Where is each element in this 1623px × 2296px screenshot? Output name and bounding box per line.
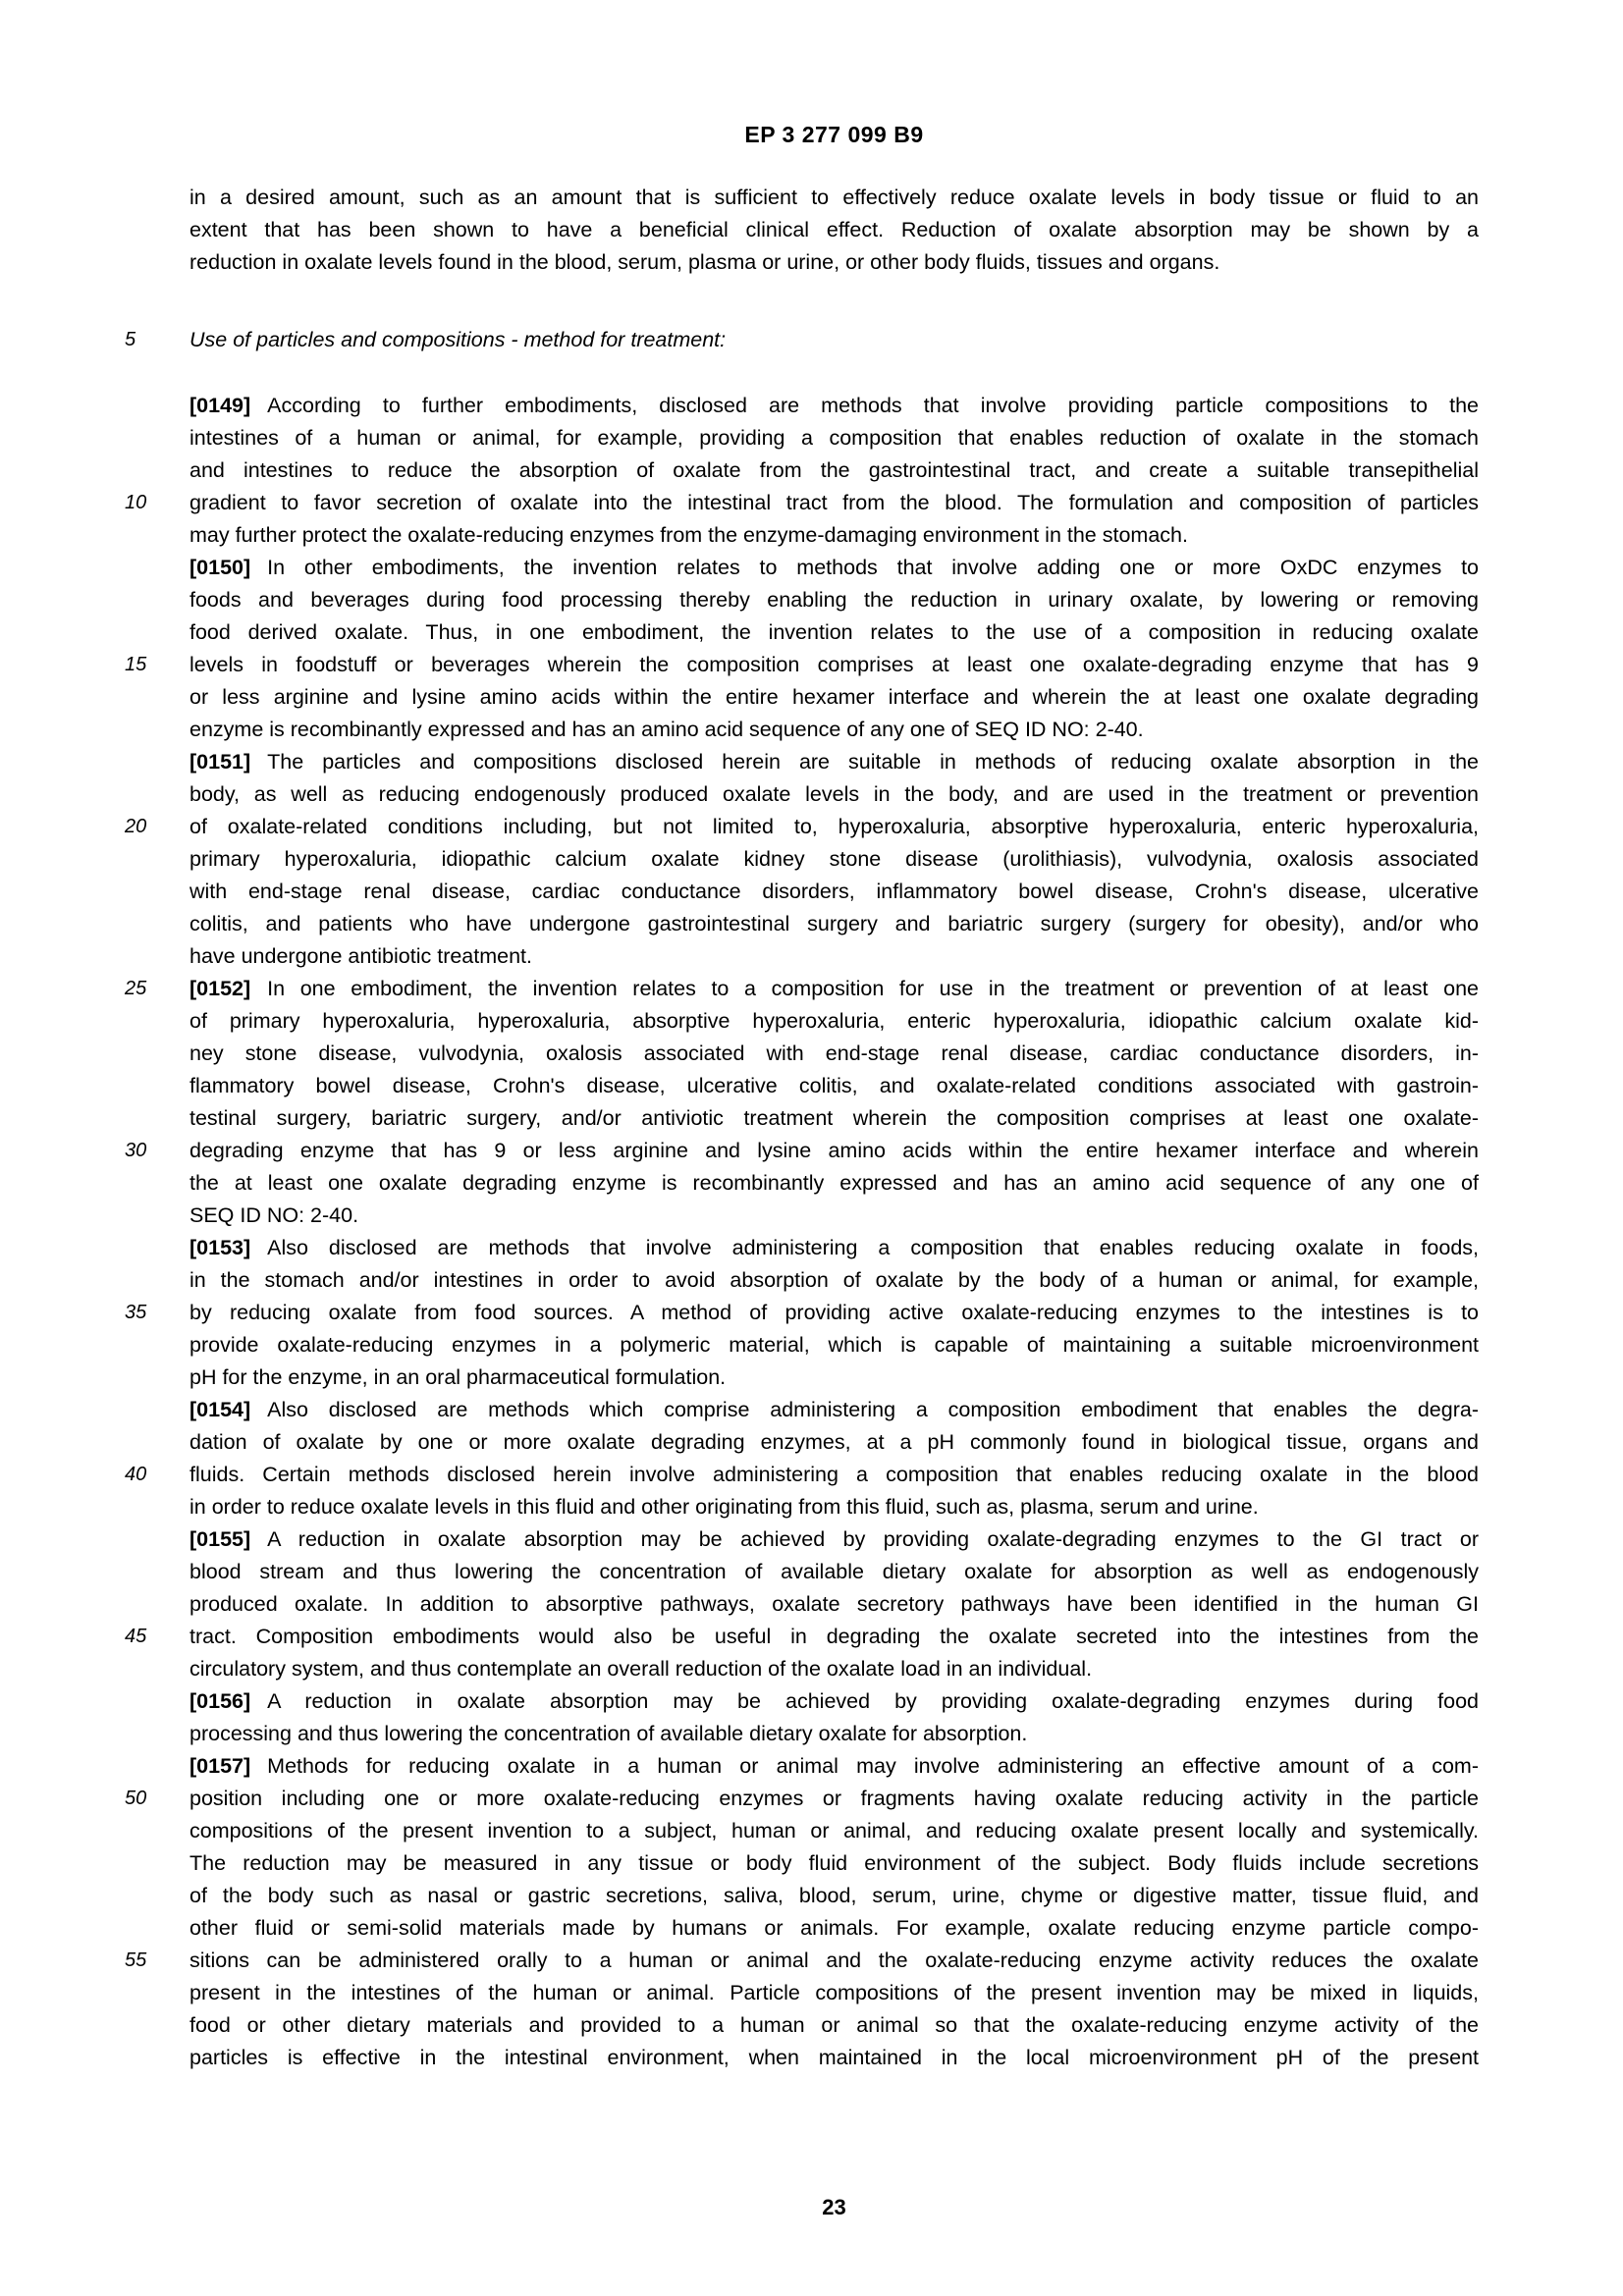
paragraph	[189, 973, 1479, 1232]
text-line: [0157] Methods for reducing oxalate in a human or animal may involve administering an effective amount of a com-	[189, 1754, 1479, 1778]
text-line: may further protect the oxalate-reducing enzymes from the enzyme-damaging environment in the stomach.	[189, 523, 1188, 547]
text-line: [0152] In one embodiment, the invention relates to a composition for use in the treatment or prevention of at least one	[189, 977, 1479, 1000]
paragraphs	[189, 390, 1479, 2074]
text-line: in the stomach and/or intestines in order to avoid absorption of oxalate by the body of a human or animal, for example,	[189, 1268, 1479, 1292]
text-line: colitis, and patients who have undergone gastrointestinal surgery and bariatric surgery (surgery for obesity), and/or who	[189, 912, 1479, 935]
text-line: other fluid or semi-solid materials made by humans or animals. For example, oxalate reducing enzyme particle compo-	[189, 1916, 1479, 1940]
text-line: [0150] In other embodiments, the invention relates to methods that involve adding one or more OxDC enzymes to	[189, 556, 1479, 579]
paragraph-number: [0154]	[189, 1398, 251, 1421]
text-line: food or other dietary materials and provided to a human or animal so that the oxalate-reducing enzyme activity of the	[189, 2013, 1479, 2037]
paragraph-number: [0156]	[189, 1689, 251, 1713]
paragraph	[189, 390, 1479, 552]
text-line: particles is effective in the intestinal environment, when maintained in the local microenvironment pH of the present	[189, 2046, 1479, 2069]
text-line: sitions can be administered orally to a human or animal and the oxalate-reducing enzyme activity reduces the oxalate	[189, 1949, 1479, 1972]
text-line: in a desired amount, such as an amount that is sufficient to effectively reduce oxalate levels in body tissue or fluid to an	[189, 186, 1479, 209]
paragraph-number: [0150]	[189, 556, 251, 579]
text-line: processing and thus lowering the concentration of available dietary oxalate for absorption.	[189, 1722, 1028, 1745]
line-number: 30	[125, 1140, 147, 1161]
text-line: degrading enzyme that has 9 or less arginine and lysine amino acids within the entire hexamer interface and wherein	[189, 1139, 1479, 1162]
text-line: The reduction may be measured in any tissue or body fluid environment of the subject. Body fluids include secretions	[189, 1851, 1479, 1875]
paragraph	[189, 1523, 1479, 1685]
line-number: 20	[125, 816, 147, 837]
text-line: pH for the enzyme, in an oral pharmaceutical formulation.	[189, 1365, 727, 1389]
text-line: flammatory bowel disease, Crohn's disease, ulcerative colitis, and oxalate-related conditions associated with gastroin-	[189, 1074, 1479, 1097]
line-number: 45	[125, 1626, 147, 1647]
text-line: and intestines to reduce the absorption of oxalate from the gastrointestinal tract, and create a suitable transepithelial	[189, 458, 1479, 482]
text-line: [0154] Also disclosed are methods which comprise administering a composition embodiment that enables the degra-	[189, 1398, 1479, 1421]
line-number: 55	[125, 1949, 147, 1971]
text-line: the at least one oxalate degrading enzyme is recombinantly expressed and has an amino acid sequence of any one of	[189, 1171, 1479, 1195]
text-line: with end-stage renal disease, cardiac conductance disorders, inflammatory bowel disease, Crohn's disease, ulcerative	[189, 880, 1479, 903]
page-number: 23	[822, 2195, 846, 2219]
text-line: of primary hyperoxaluria, hyperoxaluria, absorptive hyperoxaluria, enteric hyperoxaluria, idiopathic calcium oxalate kid-	[189, 1009, 1479, 1033]
line-number: 5	[125, 329, 136, 350]
text-line: have undergone antibiotic treatment.	[189, 944, 533, 968]
publication-number-header: EP 3 277 099 B9	[744, 122, 924, 147]
text-line: [0149] According to further embodiments, disclosed are methods that involve providing particle compositions to the	[189, 394, 1479, 417]
text-line: enzyme is recombinantly expressed and has an amino acid sequence of any one of SEQ ID NO: 2-40.	[189, 718, 1144, 741]
paragraph-number: [0152]	[189, 977, 251, 1000]
text-line: fluids. Certain methods disclosed herein involve administering a composition that enables reducing oxalate in the blood	[189, 1463, 1479, 1486]
text-line: circulatory system, and thus contemplate an overall reduction of the oxalate load in an individual.	[189, 1657, 1093, 1681]
text-line: provide oxalate-reducing enzymes in a polymeric material, which is capable of maintaining a suitable microenvironment	[189, 1333, 1479, 1357]
paragraph-number: [0149]	[189, 394, 251, 417]
text-line: [0155] A reduction in oxalate absorption may be achieved by providing oxalate-degrading enzymes to the GI tract or	[189, 1527, 1479, 1551]
text-line: blood stream and thus lowering the concentration of available dietary oxalate for absorption as well as endogenously	[189, 1560, 1479, 1583]
text-line: tract. Composition embodiments would also be useful in degrading the oxalate secreted into the intestines from the	[189, 1625, 1479, 1648]
text-line: testinal surgery, bariatric surgery, and/or antiviotic treatment wherein the composition comprises at least one oxalate-	[189, 1106, 1479, 1130]
text-line: gradient to favor secretion of oxalate into the intestinal tract from the blood. The formulation and composition of particles	[189, 491, 1479, 514]
text-line: body, as well as reducing endogenously produced oxalate levels in the body, and are used in the treatment or prevention	[189, 782, 1479, 806]
paragraph-number: [0151]	[189, 750, 251, 774]
text-line: compositions of the present invention to a subject, human or animal, and reducing oxalate present locally and systemically.	[189, 1819, 1479, 1842]
text-line: [0153] Also disclosed are methods that involve administering a composition that enables reducing oxalate in foods,	[189, 1236, 1479, 1259]
text-line: present in the intestines of the human or animal. Particle compositions of the present invention may be mixed in liquids,	[189, 1981, 1479, 2004]
line-number: 10	[125, 492, 147, 513]
section-heading: Use of particles and compositions - method for treatment:	[189, 328, 727, 351]
line-number: 40	[125, 1464, 147, 1485]
paragraph	[189, 1685, 1479, 1750]
text-line: or less arginine and lysine amino acids within the entire hexamer interface and wherein the at least one oxalate degrading	[189, 685, 1479, 709]
paragraph	[189, 1232, 1479, 1394]
text-line: SEQ ID NO: 2-40.	[189, 1203, 359, 1227]
text-line: levels in foodstuff or beverages wherein the composition comprises at least one oxalate-degrading enzyme that has 9	[189, 653, 1479, 676]
text-line: by reducing oxalate from food sources. A method of providing active oxalate-reducing enzymes to the intestines is to	[189, 1301, 1479, 1324]
text-line: reduction in oxalate levels found in the blood, serum, plasma or urine, or other body fluids, tissues and organs.	[189, 250, 1220, 274]
text-line: of oxalate-related conditions including, but not limited to, hyperoxaluria, absorptive hyperoxaluria, enteric hyperoxaluria,	[189, 815, 1479, 838]
paragraph	[189, 746, 1479, 973]
paragraph	[189, 552, 1479, 746]
text-line: [0151] The particles and compositions disclosed herein are suitable in methods of reducing oxalate absorption in the	[189, 750, 1479, 774]
line-number: 25	[125, 978, 147, 999]
line-number: 50	[125, 1788, 147, 1809]
text-line: food derived oxalate. Thus, in one embodiment, the invention relates to the use of a composition in reducing oxalate	[189, 620, 1479, 644]
text-line: in order to reduce oxalate levels in this fluid and other originating from this fluid, such as, plasma, serum and urine.	[189, 1495, 1259, 1519]
text-line: foods and beverages during food processing thereby enabling the reduction in urinary oxalate, by lowering or removing	[189, 588, 1479, 612]
line-number: 35	[125, 1302, 147, 1323]
text-line: intestines of a human or animal, for example, providing a composition that enables reduction of oxalate in the stomach	[189, 426, 1479, 450]
paragraph-number: [0157]	[189, 1754, 251, 1778]
text-line: ney stone disease, vulvodynia, oxalosis associated with end-stage renal disease, cardiac conductance disorders, in-	[189, 1041, 1479, 1065]
line-number: 15	[125, 654, 147, 675]
paragraph-number: [0155]	[189, 1527, 251, 1551]
paragraph-number: [0153]	[189, 1236, 251, 1259]
text-line: extent that has been shown to have a beneficial clinical effect. Reduction of oxalate absorption may be shown by a	[189, 218, 1479, 241]
paragraph	[189, 1394, 1479, 1523]
text-line: dation of oxalate by one or more oxalate degrading enzymes, at a pH commonly found in biological tissue, organs and	[189, 1430, 1479, 1454]
text-line: position including one or more oxalate-reducing enzymes or fragments having oxalate reducing activity in the particle	[189, 1787, 1479, 1810]
text-line: produced oxalate. In addition to absorptive pathways, oxalate secretory pathways have been identified in the human GI	[189, 1592, 1479, 1616]
text-line: primary hyperoxaluria, idiopathic calcium oxalate kidney stone disease (urolithiasis), vulvodynia, oxalosis associated	[189, 847, 1479, 871]
text-line: [0156] A reduction in oxalate absorption may be achieved by providing oxalate-degrading enzymes during food	[189, 1689, 1479, 1713]
text-line: of the body such as nasal or gastric secretions, saliva, blood, serum, urine, chyme or digestive matter, tissue fluid, and	[189, 1884, 1479, 1907]
intro-paragraph	[189, 182, 1479, 279]
paragraph	[189, 1750, 1479, 2074]
